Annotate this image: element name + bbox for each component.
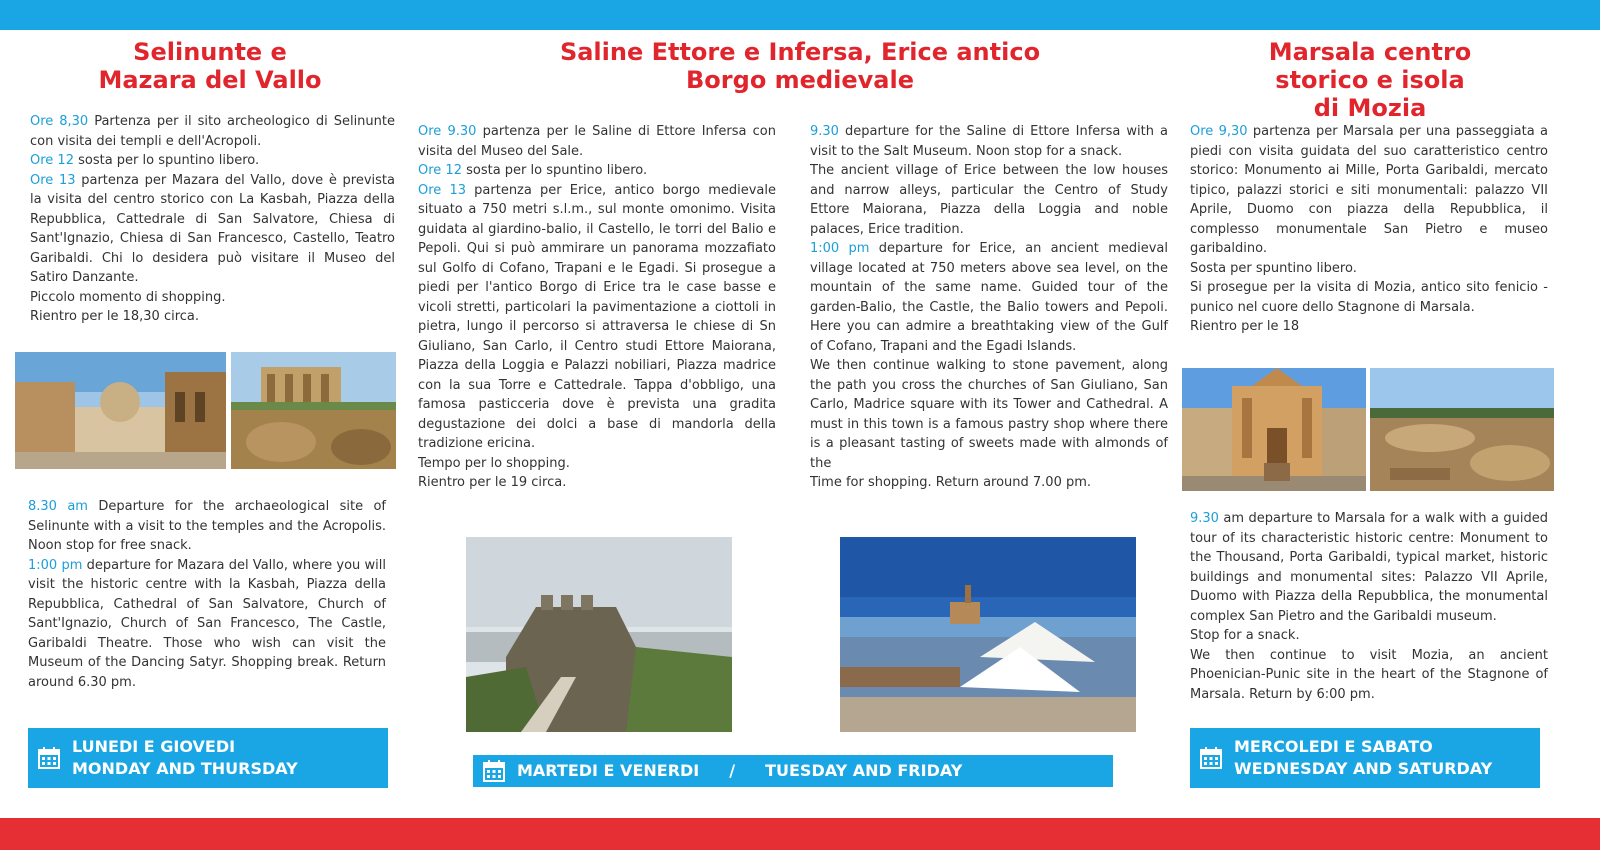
col1-days-banner: [28, 728, 388, 788]
col3-italian-itinerary: Ore 9,30 partenza per Marsala per una passeggiata a piedi con visita guidata del suo caratteristico centro storico: Monumento ai Mille, Porta Garibaldi, mercato tipico, palazzi storici e siti monumentali: palazzo VII Aprile, Duomo con piazza della Repubblica, il complesso monumentale San Pietro e museo garibaldino. Sosta per spuntino libero. Si prosegue per la visita di Mozia, antico sito fenicio - punico nel cuore dello Stagnone di Marsala. Rientro per le 18: [1190, 124, 1548, 334]
col2-en-time-2: 1:00 pm: [810, 241, 870, 256]
top-blue-band: [0, 0, 1600, 30]
col2-it-time-1: Ore 9.30: [418, 124, 477, 139]
col2-it-time-2: Ore 12: [418, 163, 462, 178]
col3-title: Marsala centro storico e isola di Mozia: [1268, 38, 1472, 122]
col3-it-time-1: Ore 9,30: [1190, 124, 1248, 139]
col1-days-it: LUNEDI E GIOVEDI: [72, 737, 236, 756]
col1-en-time-2: 1:00 pm: [28, 557, 83, 573]
col1-it-time-2: Ore 12: [30, 153, 74, 168]
col2-english-itinerary: 9.30 departure for the Saline di Ettore Infersa with a visit to the Salt Museum. Noon stop for a snack. The ancient village of Erice between the low houses and narrow alleys, particular the Centro of Study Ettore Maiorana, Piazza della Loggia and noble palaces, Erice tradition. 1:00 pm departure for Erice, an ancient medieval village located at 750 meters above sea level, on the mountain of the same name. Guided tour of the garden-Balio, the Castle, the Balio towers and Pepoli. Here you can admire a breathtaking view of the Gulf of Cofano, Trapani and the Egadi Islands. We then continue walking to stone pavement, along the path you cross the churches of San Giuliano, San Carlo, Madrice square with its Tower and Cathedral. A must in this town is a famous pastry shop where there is a pleasant tasting of sweets made with almonds of the Time for shopping. Return around 7.00 pm.: [810, 124, 1168, 490]
col3-en-time-1: 9.30: [1190, 511, 1219, 526]
col1-title: Selinunte e Mazara del Vallo: [98, 38, 322, 94]
col3-days-banner: [1190, 728, 1540, 788]
col2-days-it: MARTEDI E VENERDI: [517, 761, 700, 780]
col2-it-time-3: Ore 13: [418, 182, 466, 198]
calendar-icon: [483, 760, 505, 782]
col1-english-itinerary: 8.30 am Departure for the archaeological site of Selinunte with a visit to the temples and the Acropolis. Noon stop for free snack. 1:00 pm departure for Mazara del Vallo, where you will visit the historic centre with la Kasbah, Piazza della Repubblica, Cathedral of San Salvatore, Church of Sant'Ignazio, Church of San Francesco, The Castle, Garibaldi Theatre. Those who wish can visit the Museum of the Dancing Satyr. Shopping break. Return around 6.30 pm.: [28, 499, 386, 690]
col2-en-time-1: 9.30: [810, 124, 839, 139]
selinunte-temple-ruins-photo: [231, 352, 396, 469]
col3-days-en: WEDNESDAY AND SATURDAY: [1234, 759, 1493, 778]
col2-italian-itinerary: Ore 9.30 partenza per le Saline di Ettore Infersa con visita del Museo del Sale. Ore 12 sosta per lo spuntino libero. Ore 13 partenza per Erice, antico borgo medievale situato a 750 metri s.l.m., sul monte omonimo. Visita guidata al giardino-balio, il Castello, le torri del Balio e Pepoli. Qui si può ammirare un panorama mozzafiato sul Golfo di Cofano, Trapani e le Egadi. Si prosegue a piedi per l'antico Borgo di Erice tra le case basse e vicoli stretti, particolari la pavimentazione a ciottoli in pietra, lungo il percorso si attraversa le chiese di Sn Giuliano, San Carlo, il Centro studi Ettore Maiorana, Piazza della Loggia e Palazzi nobiliari, Piazza madrice con la sua Torre e Cattedrale. Tappa d'obbligo, una famosa pasticceria dove è prevista una gradita degustazione dei dolci a base di mandorla della tradizione ericina. Tempo per lo shopping. Rientro per le 19 circa.: [418, 124, 776, 490]
col2-days-en: TUESDAY AND FRIDAY: [765, 761, 963, 780]
calendar-icon: [1200, 747, 1222, 769]
col2-title: Saline Ettore e Infersa, Erice antico Borgo medievale: [559, 38, 1041, 94]
erice-castle-photo: [466, 537, 732, 732]
col3-english-itinerary: 9.30 am departure to Marsala for a walk with a guided tour of its characteristic historic centre: Monument to the Thousand, Porta Garibaldi, typical market, historic buildings and monumental sites: Palazzo VII Aprile, Duomo with Piazza della Repubblica, the monumental complex San Pietro and the Garibaldi museum. Stop for a snack. We then continue to visit Mozia, an ancient Phoenician-Punic site in the heart of the Stagnone of Marsala. Return by 6:00 pm.: [1190, 511, 1548, 702]
calendar-icon: [38, 747, 60, 769]
col2-days-sep: /: [729, 761, 736, 780]
col1-en-time-1: 8.30 am: [28, 499, 88, 514]
col1-italian-itinerary: Ore 8,30 Partenza per il sito archeologico di Selinunte con visita dei templi e dell'Acropoli. Ore 12 sosta per lo spuntino libero. Ore 13 partenza per Mazara del Vallo, dove è prevista la visita del centro storico con La Kasbah, Piazza della Repubblica, Cattedrale di San Salvatore, Chiesa di Sant'Ignazio, Chiesa di San Francesco, Castello, Teatro Garibaldi. Chi lo desidera può visitare il Museo del Satiro Danzante. Piccolo momento di shopping. Rientro per le 18,30 circa.: [30, 114, 395, 324]
marsala-church-facade-photo: [1182, 368, 1366, 491]
col1-it-time-3: Ore 13: [30, 172, 76, 188]
col1-days-en: MONDAY AND THURSDAY: [72, 759, 298, 778]
col3-days-it: MERCOLEDI E SABATO: [1234, 737, 1433, 756]
bottom-red-band: [0, 818, 1600, 850]
col1-it-time-1: Ore 8,30: [30, 114, 89, 129]
mazara-cathedral-square-photo: [15, 352, 226, 469]
salt-pans-windmill-photo: [840, 537, 1136, 732]
mozia-archaeological-site-photo: [1370, 368, 1554, 491]
col2-days-banner: [473, 755, 1113, 787]
